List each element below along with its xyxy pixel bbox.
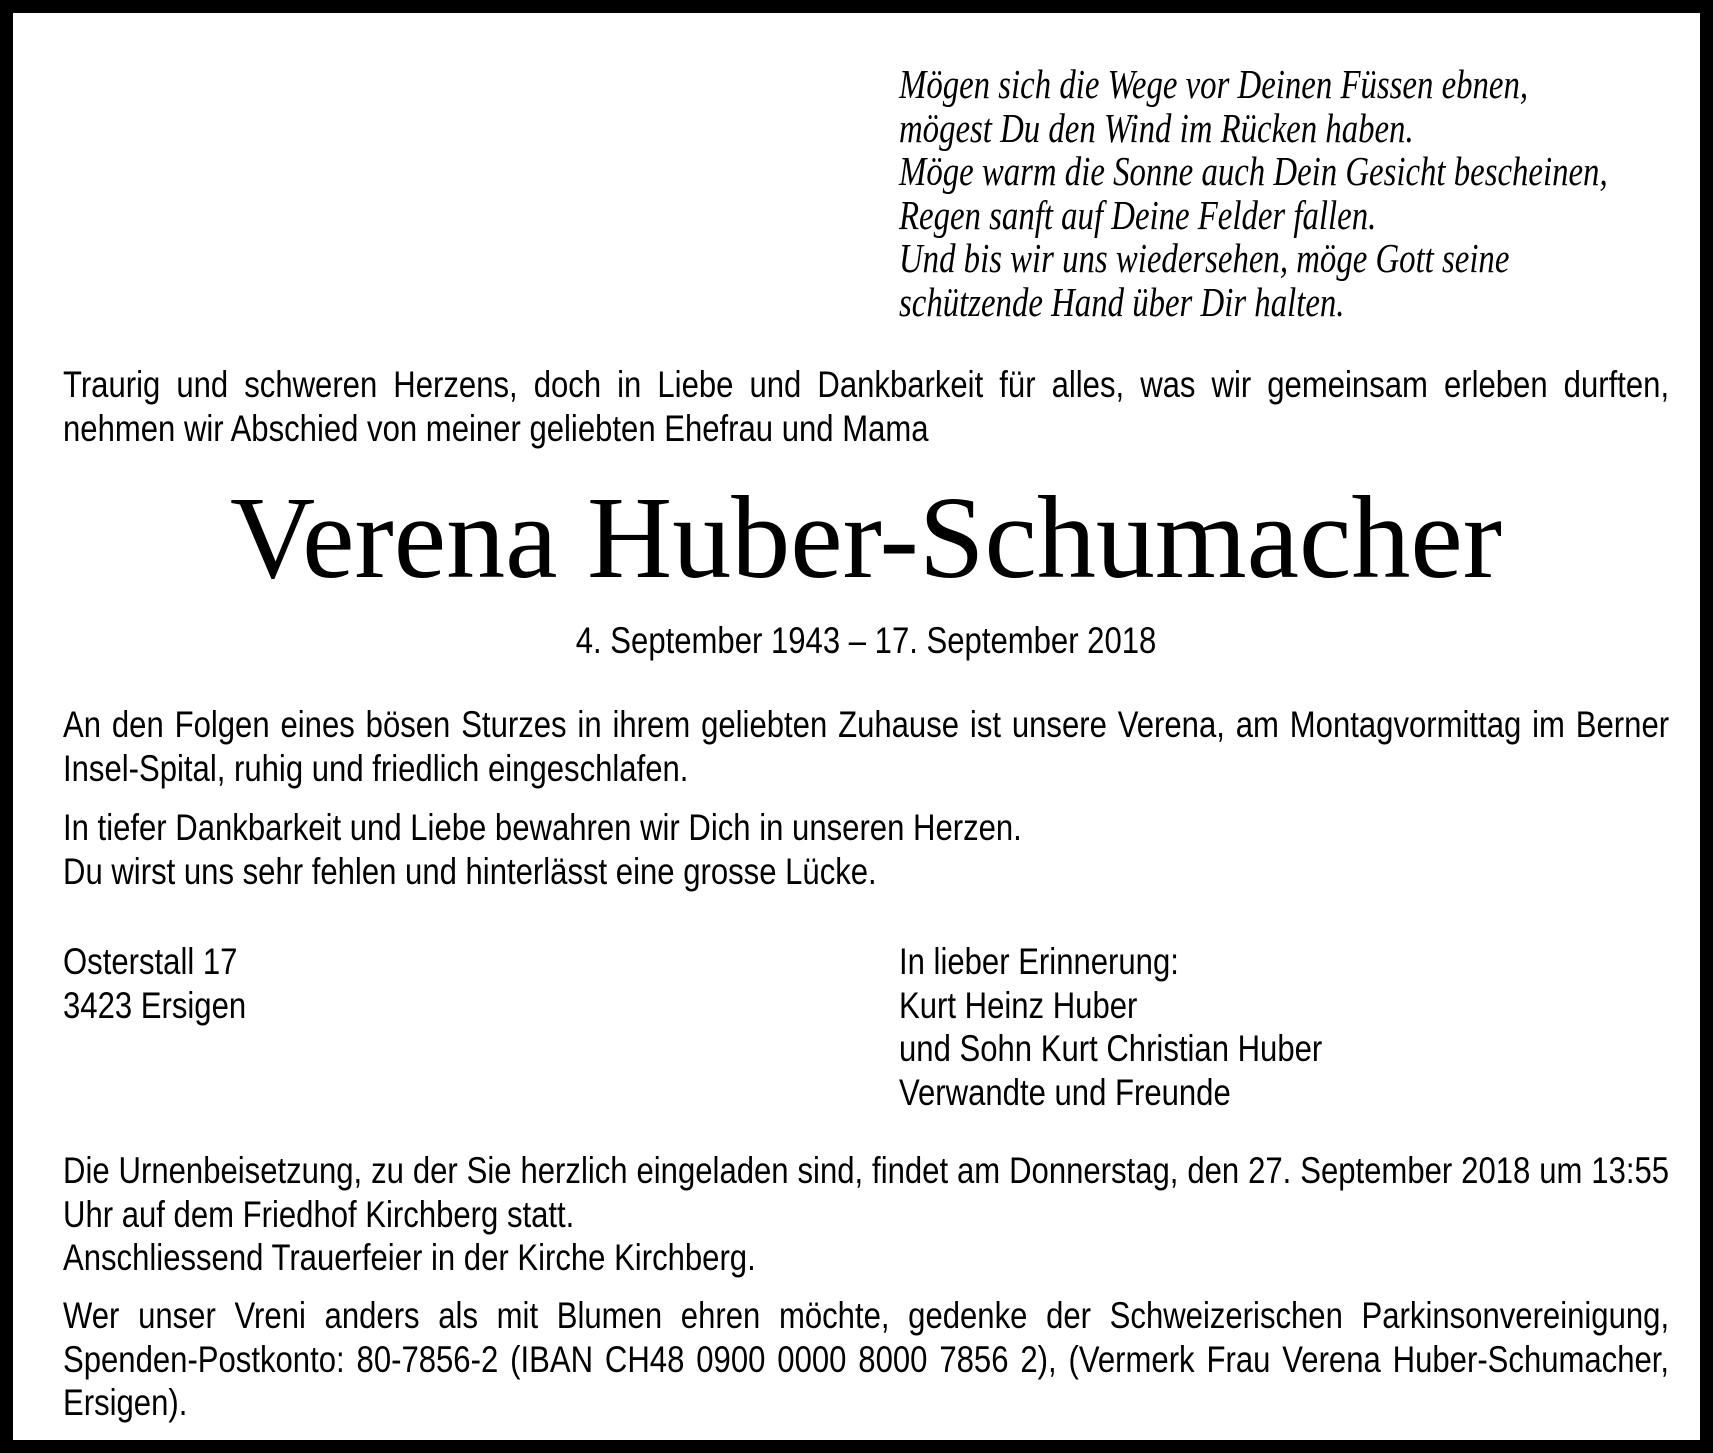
blessing-line: schützende Hand über Dir halten.: [899, 278, 1345, 325]
donation-paragraph: Wer unser Vreni anders als mit Blumen ehren möchte, gedenke der Schweizerischen Parkinsonvereinigung, Spenden-Postkonto: 80-7856-2 (IBAN CH48 0900 0000 8000 7856 2), (Vermerk Frau Verena Huber-Schumacher, Ersigen).: [63, 1295, 1670, 1423]
blessing-line: Regen sanft auf Deine Felder fallen.: [899, 191, 1377, 238]
funeral-sentence: Die Urnenbeisetzung, zu der Sie herzlich eingeladen sind, findet am Donnerstag, den 27. September 2018 um 13:55 Uhr auf dem Friedhof Kirchberg statt.: [63, 1150, 1670, 1235]
address-street: Osterstall 17: [63, 941, 238, 982]
remembrance-paragraph: [63, 806, 1022, 893]
address-block: [63, 940, 246, 1027]
intro-paragraph: Traurig und schweren Herzens, doch in Liebe und Dankbarkeit für alles, was wir gemeinsam erleben durften, nehmen wir Abschied von meiner geliebten Ehefrau und Mama: [63, 364, 1670, 449]
mourners-heading: In lieber Erinnerung:: [899, 941, 1179, 982]
blessing-line: Mögen sich die Wege vor Deinen Füssen ebnen,: [899, 61, 1529, 107]
mourners-block: [899, 940, 1322, 1114]
funeral-details-paragraph: [63, 1149, 1669, 1280]
address-city: 3423 Ersigen: [63, 984, 247, 1026]
blessing-verse: [899, 63, 1608, 324]
deceased-name: Verena Huber-Schumacher: [229, 472, 1503, 603]
mourner-name: Verwandte und Freunde: [899, 1071, 1231, 1113]
blessing-line: Und bis wir uns wiedersehen, möge Gott seine: [899, 235, 1510, 281]
remembrance-line: In tiefer Dankbarkeit und Liebe bewahren wir Dich in unseren Herzen.: [63, 807, 1022, 848]
blessing-line: Möge warm die Sonne auch Dein Gesicht bescheinen,: [899, 148, 1608, 194]
funeral-sentence: Anschliessend Trauerfeier in der Kirche Kirchberg.: [63, 1237, 756, 1278]
life-dates: 4. September 1943 – 17. September 2018: [575, 620, 1157, 661]
blessing-line: mögest Du den Wind im Rücken haben.: [899, 104, 1414, 151]
remembrance-line: Du wirst uns sehr fehlen und hinterlässt eine grosse Lücke.: [63, 850, 877, 892]
mourner-name: Kurt Heinz Huber: [899, 984, 1138, 1026]
mourner-name: und Sohn Kurt Christian Huber: [899, 1028, 1323, 1069]
circumstances-paragraph: An den Folgen eines bösen Sturzes in ihrem geliebten Zuhause ist unsere Verena, am Montagvormittag im Berner Insel-Spital, ruhig und friedlich eingeschlafen.: [63, 704, 1670, 789]
